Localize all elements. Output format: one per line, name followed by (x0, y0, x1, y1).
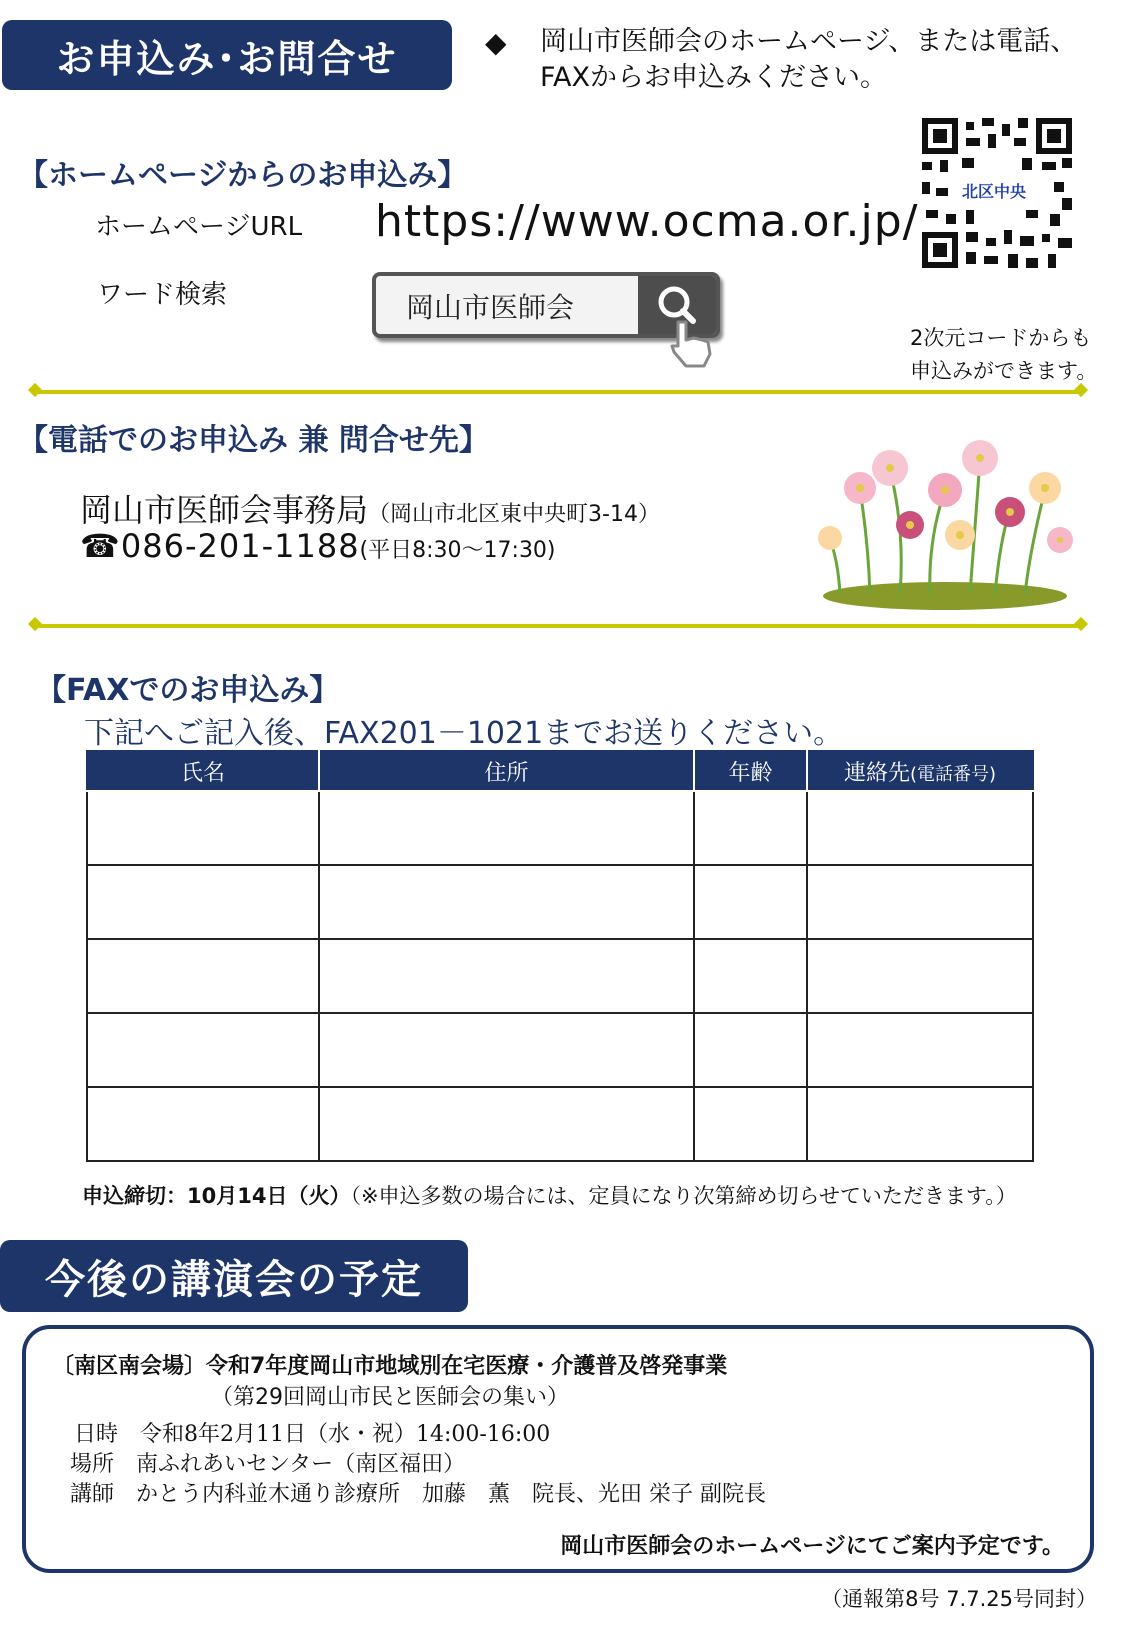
form-cell[interactable] (807, 1087, 1033, 1161)
qr-caption-line-2: 申込みができます。 (910, 359, 1098, 383)
phone-value: 086-201-1188 (120, 527, 360, 565)
office-label: 岡山市医師会事務局 (80, 491, 369, 529)
form-cell[interactable] (319, 939, 694, 1013)
schedule-banner (0, 1240, 468, 1312)
form-cell[interactable] (319, 791, 694, 865)
pointer-hand-icon (664, 318, 720, 372)
deadline-note: （※申込多数の場合には、定員になり次第締め切らせていただきます。） (350, 1184, 1017, 1208)
search-label: ワード検索 (97, 280, 228, 310)
form-cell[interactable] (87, 939, 319, 1013)
intro-text (540, 24, 1100, 96)
fax-heading: 【FAXでのお申込み】 (36, 673, 340, 708)
table-header-row (87, 751, 1033, 791)
form-cell[interactable] (694, 1013, 807, 1087)
event-subtitle: （第29回岡山市民と医師会の集い） (211, 1385, 569, 1410)
url-label: ホームページURL (95, 212, 303, 242)
intro-line-1: 岡山市医師会のホームページ、または電話、 (540, 26, 1078, 57)
table-row (87, 1013, 1033, 1087)
fax-instruction: 下記へご記入後、FAX201－1021までお送りください。 (84, 716, 844, 751)
diamond-icon: ◆ (485, 26, 507, 59)
qr-caption-line-1: 2次元コードからも (910, 326, 1092, 350)
form-cell[interactable] (694, 791, 807, 865)
web-heading: 【ホームページからのお申込み】 (18, 158, 468, 193)
intro-line-2: FAXからお申込みください。 (540, 62, 888, 93)
form-cell[interactable] (807, 791, 1033, 865)
phone-heading: 【電話でのお申込み 兼 問合せ先】 (18, 423, 489, 458)
table-row (87, 865, 1033, 939)
column-name: 氏名 (87, 751, 319, 791)
cosmos-flowers-icon (810, 430, 1090, 610)
divider-2 (34, 624, 1082, 628)
event-lecturer: 講師 かとう内科並木通り診療所 加藤 薫 院長、光田 栄子 副院長 (70, 1482, 766, 1507)
column-contact (807, 751, 1033, 791)
application-banner (2, 20, 452, 90)
column-contact-label: 連絡先 (843, 760, 910, 786)
form-cell[interactable] (807, 939, 1033, 1013)
office-name (80, 485, 660, 531)
form-cell[interactable] (694, 1087, 807, 1161)
column-age: 年齢 (694, 751, 807, 791)
form-cell[interactable] (319, 865, 694, 939)
table-row (87, 939, 1033, 1013)
form-cell[interactable] (87, 791, 319, 865)
divider-1 (34, 390, 1082, 394)
qr-label: 北区中央 (962, 182, 1027, 201)
application-form-table (86, 750, 1034, 1162)
event-date: 日時 令和8年2月11日（水・祝）14:00-16:00 (74, 1422, 551, 1447)
form-cell[interactable] (87, 1013, 319, 1087)
table-row (87, 791, 1033, 865)
qr-code-icon[interactable] (922, 118, 1072, 268)
footer-note: （通報第8号 7.7.25号同封） (821, 1587, 1097, 1611)
phone-icon: ☎ (80, 527, 121, 565)
form-cell[interactable] (87, 1087, 319, 1161)
schedule-box (22, 1325, 1094, 1573)
form-cell[interactable] (319, 1013, 694, 1087)
schedule-banner-title: 今後の講演会の予定 (45, 1256, 423, 1303)
form-cell[interactable] (694, 865, 807, 939)
column-address: 住所 (319, 751, 694, 791)
event-note: 岡山市医師会のホームページにてご案内予定です。 (560, 1534, 1064, 1559)
column-contact-note: (電話番号) (909, 763, 997, 785)
homepage-url-link[interactable]: https://www.ocma.or.jp/ (375, 196, 919, 247)
qr-caption (910, 322, 1097, 388)
form-cell[interactable] (87, 865, 319, 939)
form-cell[interactable] (319, 1087, 694, 1161)
deadline-label: 申込締切：10月14日（火） (82, 1184, 351, 1208)
form-cell[interactable] (694, 939, 807, 1013)
table-row (87, 1087, 1033, 1161)
event-title: 〔南区南会場〕令和7年度岡山市地域別在宅医療・介護普及啓発事業 (52, 1354, 728, 1379)
phone-hours: (平日8:30～17:30) (359, 538, 556, 563)
office-address: （岡山市北区東中央町3-14） (368, 502, 660, 527)
deadline-text (82, 1180, 1017, 1210)
form-cell[interactable] (807, 865, 1033, 939)
banner-title: お申込み･お問合せ (56, 36, 398, 81)
search-value: 岡山市医師会 (406, 291, 575, 324)
phone-number[interactable] (80, 527, 556, 565)
form-cell[interactable] (807, 1013, 1033, 1087)
event-place: 場所 南ふれあいセンター（南区福田） (70, 1452, 466, 1477)
